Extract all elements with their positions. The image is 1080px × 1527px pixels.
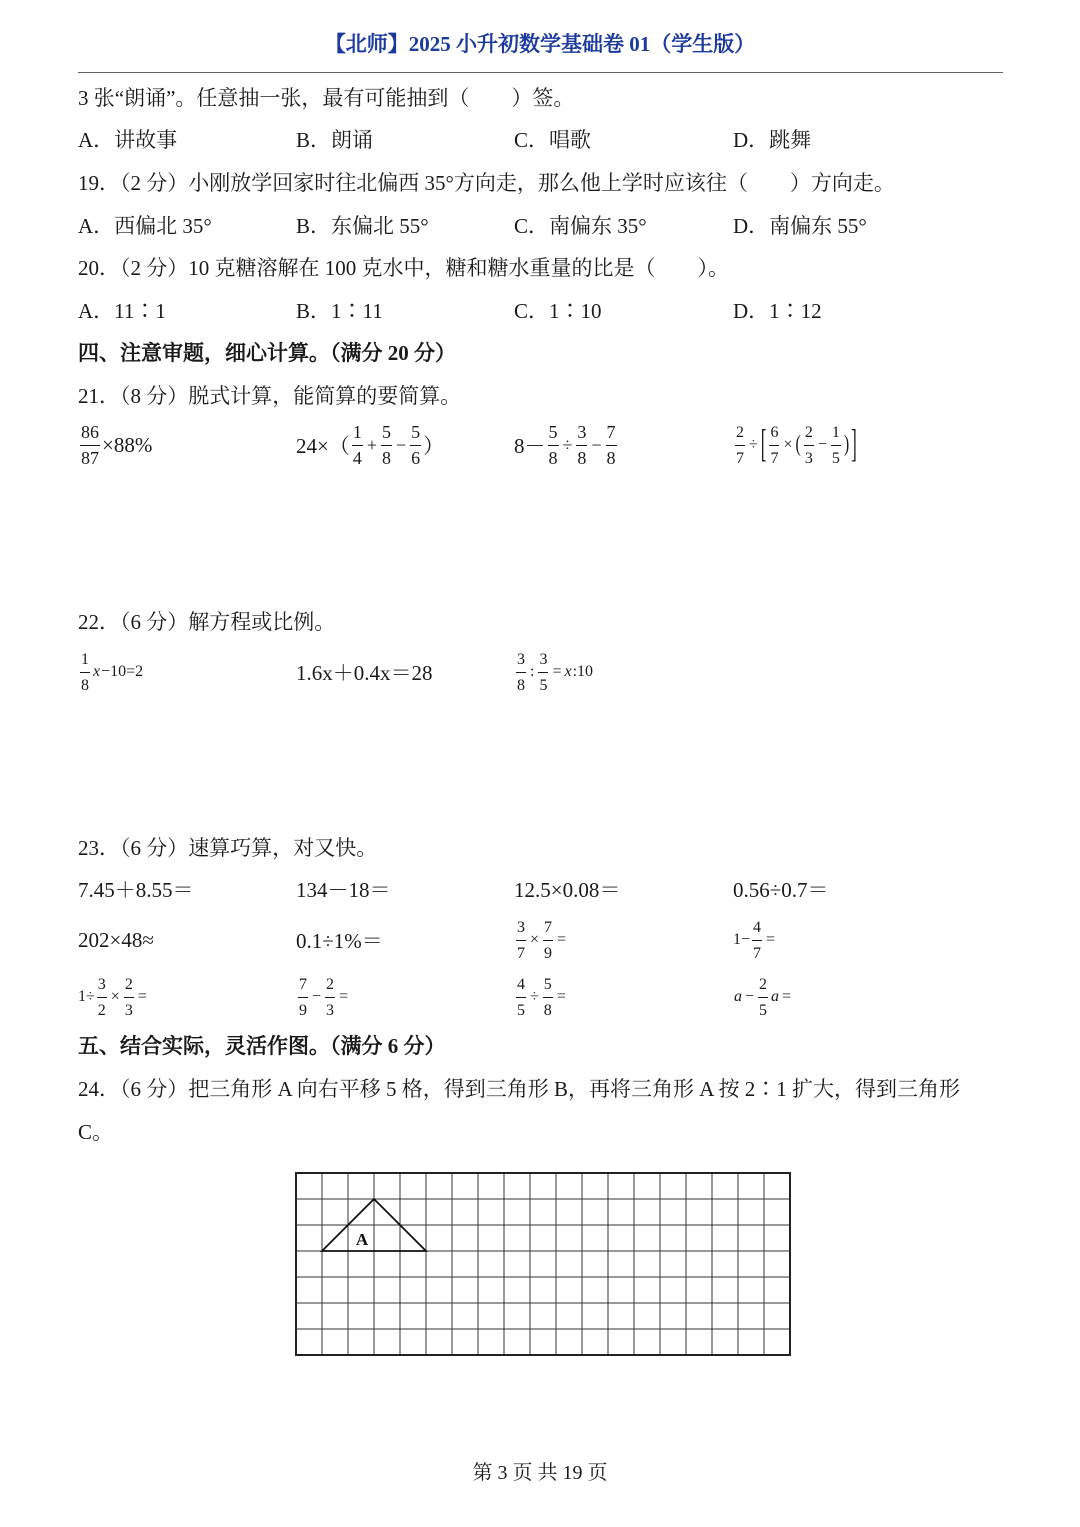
fraction: [758, 972, 768, 1023]
operator: −: [745, 988, 755, 1005]
q23-row-1: [78, 875, 983, 905]
fraction: [516, 915, 526, 966]
q19-options: [78, 211, 983, 241]
q23-stem: 23．（6 分）速算巧算，对又快。: [78, 836, 378, 860]
q23-row-2: [78, 912, 983, 968]
fraction: [80, 420, 100, 471]
q22-stem: 22．（6 分）解方程或比例。: [78, 610, 336, 634]
q18-option-b: B．朗诵: [296, 128, 374, 152]
quick-calc-item: [514, 915, 733, 966]
operator: ÷: [530, 988, 539, 1005]
fraction: [325, 972, 335, 1023]
fraction-denominator: 7: [736, 449, 744, 467]
fraction-denominator: 3: [326, 1001, 335, 1019]
fraction: [80, 647, 90, 698]
operator: =: [557, 931, 567, 948]
quick-calc-item: [733, 915, 983, 966]
fraction-numerator: 2: [325, 972, 335, 998]
expression-text: ×88%: [102, 432, 153, 457]
operator: =: [556, 988, 566, 1005]
q24-stem-continued: C。: [78, 1120, 114, 1144]
q23-row-3: [78, 969, 983, 1025]
fraction-numerator: 5: [543, 972, 553, 998]
left-square-bracket: [: [760, 422, 767, 466]
page-indicator: 第 3 页 共 19 页: [472, 1462, 608, 1484]
variable: a: [734, 988, 742, 1005]
operator: =: [552, 663, 562, 680]
q20-option-a: A．11∶1: [78, 299, 166, 323]
expression-text: 8－: [514, 434, 546, 458]
operator: =: [137, 988, 147, 1005]
fraction-denominator: 5: [539, 676, 548, 694]
fraction-denominator: 3: [804, 449, 813, 467]
expression-text: 1÷: [78, 988, 95, 1005]
expression-text: ）: [423, 434, 445, 458]
q21-expression-3: [514, 420, 733, 471]
expression-text: 1−: [733, 931, 751, 948]
q19-option-a: A．西偏北 35°: [78, 214, 212, 238]
q19-stem: 19．（2 分）小刚放学回家时往北偏西 35°方向走，那么他上学时应该往（ ）方向走。: [78, 171, 895, 195]
operator: ÷: [749, 436, 758, 453]
right-square-bracket: ]: [851, 422, 857, 466]
fraction-numerator: 4: [516, 972, 526, 998]
q20-stem: 20．（2 分）10 克糖溶解在 100 克水中，糖和糖水重量的比是（ ）。: [78, 256, 729, 280]
fraction: [543, 972, 553, 1023]
fraction: [543, 915, 553, 966]
operator: ×: [530, 931, 540, 948]
fraction-denominator: 8: [382, 447, 391, 468]
q20-option-b: B．1∶11: [296, 299, 383, 323]
fraction: [516, 647, 526, 698]
fraction: [381, 420, 392, 471]
fraction: [804, 420, 814, 471]
operator: =: [339, 988, 349, 1005]
q24-stem: 24．（6 分）把三角形 A 向右平移 5 格，得到三角形 B，再将三角形 A 按 2∶1 扩大，得到三角形: [78, 1077, 961, 1101]
fraction-numerator: 3: [97, 972, 107, 998]
fraction-denominator: 5: [831, 449, 840, 467]
quick-calc-item: [296, 972, 514, 1023]
expression-text: :10: [572, 663, 594, 680]
fraction-denominator: 5: [759, 1001, 768, 1019]
fraction-numerator: 5: [381, 420, 392, 446]
fraction-numerator: 6: [769, 420, 779, 446]
fraction-numerator: 86: [80, 420, 100, 446]
quick-calc-item: 12.5×0.08＝: [514, 878, 621, 902]
fraction-denominator: 8: [606, 447, 616, 468]
fraction-numerator: 3: [576, 420, 587, 446]
fraction: [752, 915, 762, 966]
fraction-numerator: 1: [352, 420, 363, 446]
fraction-denominator: 7: [770, 449, 779, 467]
q21-expression-2: [296, 420, 514, 471]
section-5-heading: 五、结合实际，灵活作图。（满分 6 分）: [78, 1034, 446, 1058]
operator: +: [366, 434, 377, 455]
q21-stem: 21．（8 分）脱式计算，能简算的要简算。: [78, 384, 462, 408]
q20-option-d: D．1∶12: [733, 299, 822, 323]
fraction: [576, 420, 587, 471]
expression-text: 0.1÷1%＝: [296, 929, 383, 953]
fraction-numerator: 7: [543, 915, 553, 941]
grid-border: [296, 1173, 790, 1355]
fraction: [769, 420, 779, 471]
fraction-numerator: 2: [735, 420, 745, 446]
fraction-numerator: 2: [758, 972, 768, 998]
fraction: [606, 420, 617, 471]
q18-option-d: D．跳舞: [733, 128, 812, 152]
header-divider: [78, 72, 1003, 73]
operator: ÷: [562, 434, 573, 455]
quick-calc-item: [514, 972, 733, 1023]
quick-calc-item: 134－18＝: [296, 878, 391, 902]
q18-option-c: C．唱歌: [514, 128, 592, 152]
fraction: [735, 420, 745, 471]
fraction-denominator: 4: [352, 447, 362, 468]
fraction-denominator: 8: [517, 676, 525, 694]
fraction-denominator: 7: [517, 944, 525, 962]
expression-text: −10=2: [101, 663, 144, 680]
q22-equation-1: [78, 647, 296, 698]
fraction-denominator: 8: [81, 676, 89, 694]
q21-expression-4: [733, 420, 983, 471]
variable: a: [771, 988, 780, 1005]
fraction-denominator: 6: [411, 447, 421, 468]
fraction-denominator: 9: [544, 944, 553, 962]
quick-calc-item: [733, 972, 983, 1023]
fraction-denominator: 87: [81, 447, 99, 468]
operator: ×: [783, 436, 793, 453]
right-parenthesis: ): [843, 431, 850, 457]
operator: =: [782, 988, 792, 1005]
fraction: [548, 420, 559, 471]
q21-expression-1: [78, 420, 296, 471]
fraction: [124, 972, 134, 1023]
fraction: [538, 647, 548, 698]
fraction-denominator: 9: [299, 1001, 307, 1019]
q20-options: [78, 296, 983, 326]
q18-continuation: 3 张“朗诵”。任意抽一张，最有可能抽到（ ）签。: [78, 86, 575, 110]
fraction-denominator: 8: [577, 447, 587, 468]
operator: =: [766, 931, 776, 948]
fraction: [298, 972, 308, 1023]
quick-calc-item: [78, 972, 296, 1023]
q19-option-b: B．东偏北 55°: [296, 214, 429, 238]
fraction-denominator: 7: [753, 944, 762, 962]
fraction-numerator: 7: [606, 420, 617, 446]
document-title: 【北师】2025 小升初数学基础卷 01（学生版）: [324, 32, 756, 56]
fraction-numerator: 5: [548, 420, 559, 446]
operator: −: [817, 436, 827, 453]
q22-expressions: [78, 644, 983, 700]
fraction-numerator: 1: [831, 420, 841, 446]
fraction-numerator: 2: [124, 972, 134, 998]
q22-equation-2: [296, 657, 514, 687]
expression-text: 1.6x＋0.4x＝28: [296, 661, 433, 685]
q19-option-d: D．南偏东 55°: [733, 214, 867, 238]
fraction-denominator: 5: [517, 1001, 525, 1019]
quick-calc-item: [296, 925, 514, 955]
q19-option-c: C．南偏东 35°: [514, 214, 647, 238]
q20-option-c: C．1∶10: [514, 299, 602, 323]
fraction-numerator: 7: [298, 972, 308, 998]
fraction-numerator: 3: [516, 647, 526, 673]
section-4-heading: 四、注意审题，细心计算。（满分 20 分）: [78, 341, 456, 365]
fraction: [831, 420, 841, 471]
fraction: [352, 420, 363, 471]
expression-text: 202×48≈: [78, 927, 154, 952]
q18-options: [78, 125, 983, 155]
fraction-denominator: 2: [97, 1001, 106, 1019]
fraction: [97, 972, 107, 1023]
fraction-numerator: 3: [516, 915, 526, 941]
fraction: [410, 420, 421, 471]
grid-lines: [296, 1173, 790, 1355]
quick-calc-item: 7.45＋8.55＝: [78, 878, 194, 902]
left-parenthesis: (: [795, 431, 801, 457]
fraction-denominator: 8: [543, 1001, 552, 1019]
variable: x: [564, 663, 572, 680]
fraction-denominator: 3: [124, 1001, 133, 1019]
operator: −: [591, 434, 602, 455]
operator: :: [530, 663, 535, 680]
fraction: [516, 972, 526, 1023]
triangle-a-label: A: [355, 1230, 369, 1249]
fraction-denominator: 8: [548, 447, 558, 468]
fraction-numerator: 5: [410, 420, 421, 446]
fraction-numerator: 2: [804, 420, 814, 446]
q21-expressions: [78, 417, 983, 473]
fraction-numerator: 3: [538, 647, 548, 673]
fraction-numerator: 4: [752, 915, 762, 941]
operator: −: [312, 988, 322, 1005]
operator: −: [396, 434, 407, 455]
quick-calc-item: 0.56÷0.7＝: [733, 878, 829, 902]
q22-proportion: [514, 647, 733, 698]
expression-text: 24×（: [296, 434, 350, 458]
q18-option-a: A．讲故事: [78, 128, 178, 152]
variable: x: [93, 663, 101, 680]
quick-calc-item: [78, 928, 296, 953]
drawing-grid: [295, 1172, 791, 1357]
fraction-numerator: 1: [80, 647, 90, 673]
operator: ×: [110, 988, 120, 1005]
